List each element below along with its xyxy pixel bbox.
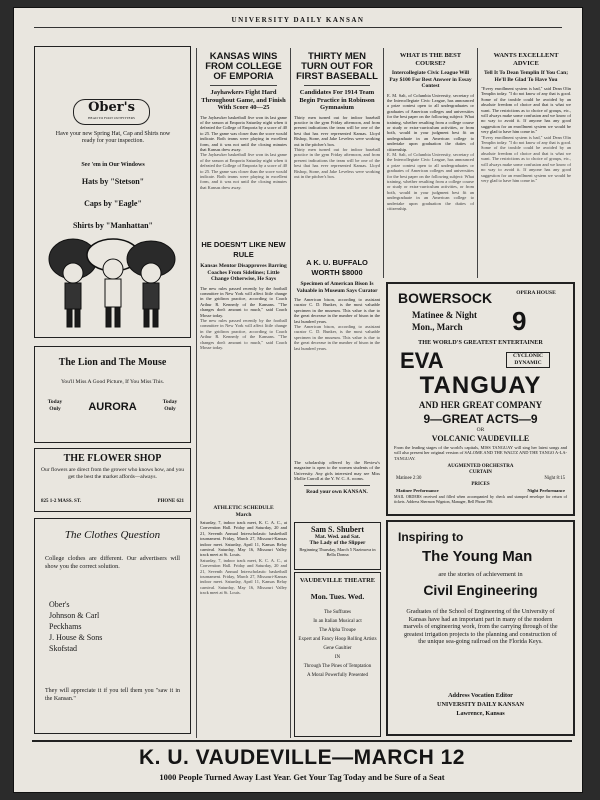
- obers-logo: [73, 99, 150, 125]
- bowersock-orchestra: AUGMENTED ORCHESTRA: [447, 464, 514, 469]
- clothes-title: The Clothes Question: [64, 529, 161, 541]
- lion-mouse-ad: [34, 346, 191, 443]
- athletic-schedule: [200, 505, 287, 737]
- kansas-deck: Jayhawkers Fight Hard Throughout Game, and Finish With Score 40—25: [201, 89, 286, 111]
- night-time: Night 8:15: [544, 476, 565, 481]
- read-kansan: Read your own KANSAN.: [306, 488, 368, 495]
- children-illustration: [45, 237, 180, 332]
- kansas-body: The Jayhawker basketball five won its last game of the season at Emporia Saturday night when it defeated the College of Emporia by a score of 40 to 25. The game was closer than the score would indicate. Both teams were playing in excellent form, and it was not until the closing minutes that Kansas drew away.: [200, 114, 287, 152]
- course-article: [387, 52, 474, 278]
- course-body-continued: E. M. Salt, of Columbia University, secretary of the Intercollegiate Civic League, has announced a prize contest open to all undergraduates or graduates of American colleges and universities for the best paper on the following subject: What training, whether resulting from a college course or study or extra-curriculum activities, or from both, would in your judgment best fit an undergraduate in an American college to undertake upon graduation the duties of citizenship.: [387, 151, 474, 212]
- bowersock-opera: OPERA HOUSE: [516, 290, 556, 296]
- column-rule: [383, 48, 384, 278]
- badge-cyclonic: CYCLONIC: [513, 353, 543, 359]
- buffalo-body-continued: The American bison, according to assistant curator C. D. Bunker, is the most valuable specimen in the museum. This value is due to the great decrease in the number of bison in the last hundred years.: [294, 324, 380, 351]
- buffalo-deck: Specimen of American Bison Is Valuable in Museum Says Curator: [296, 281, 378, 294]
- lion-today-right: Today Only: [162, 399, 178, 412]
- athletic-sub: March: [235, 511, 252, 518]
- athletic-body-continued: Saturday, 7, indoor track meet, K. C. A. C., at Convention Hall. Friday and Saturday, 20 and 21, Seventh Annual Interscholastic basketball tournament. Friday, March 27, Missouri-Kansas indoor meet. Saturday, April 11, Kansas Relay carnival. Saturday, May 16, Missouri Valley track meet at St. Louis.: [200, 557, 287, 596]
- obers-ad: [34, 46, 191, 338]
- lion-theater: AURORA: [88, 401, 137, 413]
- flower-body: Our flowers are direct from the grower who knows how, and you get the best the market affords—always.: [41, 467, 184, 480]
- bowersock-day: Mon., March: [412, 322, 463, 332]
- shubert-line1: Sam S. Shubert: [310, 525, 365, 534]
- act-item: The Alpha Troupe: [319, 628, 356, 633]
- night-prices: Night Performance: [527, 488, 565, 493]
- bowersock-name: BOWERSOCK: [398, 290, 493, 306]
- vaudeville-banner: [32, 740, 572, 786]
- bowersock-or: OR: [476, 427, 485, 433]
- vaudeville-theatre-title: VAUDEVILLE THEATRE: [299, 577, 376, 584]
- lion-today-left: Today Only: [47, 399, 63, 412]
- kansas-body-continued: The Jayhawker basketball five won its last game of the season at Emporia Saturday night when it defeated the College of Emporia by a score of 40 to 25. The game was closer than the score would indicate. Both teams were playing in excellent form, and it was not until the closing minutes that Kansas drew away.: [200, 152, 287, 190]
- star-last: TANGUAY: [419, 372, 542, 399]
- inspiring-addr2: UNIVERSITY DAILY KANSAN: [437, 701, 524, 708]
- baseball-headline: THIRTY MEN TURN OUT FOR FIRST BASEBALL: [296, 52, 378, 82]
- course-headline: WHAT IS THE BEST COURSE?: [399, 52, 462, 67]
- act-item: Through The Pines of Temptation: [303, 664, 372, 669]
- flower-title: THE FLOWER SHOP: [63, 453, 162, 464]
- banner-sub: 1000 People Turned Away Last Year. Get Your Tag Today and be Sure of a Seat: [159, 772, 445, 782]
- clothes-list-item: J. House & Sons: [49, 633, 103, 642]
- bowersock-volcanic: VOLCANIC VAUDEVILLE: [431, 434, 530, 443]
- flower-phone: PHONE 621: [157, 499, 184, 504]
- act-item: Expert and Fancy Hoop Rolling Artists: [298, 637, 377, 642]
- column-rule: [290, 48, 291, 738]
- baseball-deck: Candidates For 1914 Team Begin Practice in Robinson Gymnasium: [299, 89, 375, 111]
- inspiring-line1: Inspiring to: [398, 530, 464, 544]
- inspiring-addr1: Address Vocation Editor: [448, 692, 513, 699]
- obers-caps: Caps by "Eagle": [84, 199, 142, 208]
- clothes-list: [49, 599, 179, 654]
- buffalo-body: The American bison, according to assistant curator C. D. Bunker, is the most valuable specimen in the museum. This value is due to the great decrease in the number of bison in the last hundred years.: [294, 297, 380, 324]
- lion-sub: You'll Miss A Good Picture, If You Miss This.: [60, 379, 165, 385]
- clothes-list-item: Peckhams: [49, 622, 82, 631]
- shubert-line4: Beginning Thursday, March 5 Nazimova in Bella Donna: [299, 546, 376, 557]
- new-rule-body: The new rules passed recently by the football committee in New York will affect little change in the gridiron practice, according to Coach Arthur R. Kennedy of the Kansans. "The changes don't amount to much," said Coach Mosse today.: [200, 285, 287, 318]
- masthead-rule: [34, 27, 562, 28]
- flower-shop-ad: [34, 448, 191, 512]
- act-item: A Moral Powerfully Presented: [307, 673, 368, 678]
- shubert-ad: [294, 522, 381, 570]
- shubert-line3: The Lady of the Slipper: [309, 540, 366, 546]
- course-body: E. M. Salt, of Columbia University, secretary of the Intercollegiate Civic League, has announced a prize contest open to all undergraduates or graduates of American colleges and universities for the best paper on the following subject: What training, whether resulting from a college course or study or extra-curriculum activities, or from both, would in your judgment best fit an undergraduate in an American college to undertake upon graduation the duties of citizenship.: [387, 92, 474, 152]
- new-rule-headline: HE DOESN'T LIKE NEW RULE: [201, 240, 286, 259]
- baseball-body-continued: Thirty men turned out for indoor baseball practice in the gym Friday afternoon, and from present indications the team will be one of the best that has ever represented Kansas. Lloyd Bishop, Stone, and Jake Leveless were working out in the pitcher's box.: [294, 146, 380, 179]
- masthead: UNIVERSITY DAILY KANSAN: [231, 16, 365, 24]
- vaudeville-theatre-ad: [294, 572, 381, 737]
- act-item: In an Italian Musical act: [313, 619, 362, 624]
- bowersock-prices: PRICES: [471, 482, 490, 487]
- clothes-list-item: Skofstad: [49, 644, 77, 653]
- bowersock-company: AND HER GREAT COMPANY: [418, 400, 543, 410]
- kansas-wins-article: [200, 52, 287, 238]
- bowersock-tagline: THE WORLD'S GREATEST ENTERTAINER: [418, 339, 543, 346]
- matinee-time: Matinee 2:30: [396, 476, 422, 481]
- kansas-headline: KANSAS WINS FROM COLLEGE OF EMPORIA: [205, 52, 282, 82]
- civil-engineering-ad: [386, 520, 575, 736]
- obers-hats: Hats by "Stetson": [81, 177, 145, 186]
- rule: [304, 85, 370, 86]
- shubert-line2: Mat. Wed. and Sat.: [314, 533, 361, 540]
- obers-see: See 'em in Our Windows: [81, 162, 145, 168]
- athletic-title: ATHLETIC SCHEDULE: [213, 505, 274, 511]
- banner-title: K. U. VAUDEVILLE—MARCH 12: [139, 746, 465, 769]
- bowersock-ad: [386, 282, 575, 516]
- bowersock-date: 9: [512, 306, 527, 336]
- newspaper-page: [14, 8, 582, 792]
- badge-dynamic: DYNAMIC: [514, 360, 542, 366]
- clothes-question-ad: [34, 518, 191, 734]
- course-deck: Intercollegiate Civic League Will Pay $100 For Best Answer in Essay Contest: [389, 70, 472, 89]
- bowersock-mail: MAIL ORDERS received and filled when accompanied by check and stamped envelope for return of tickets. Address Shermon Wignton, Manager, Bell Phone 396.: [394, 494, 567, 504]
- vaudeville-theatre-day: Mon. Tues. Wed.: [310, 591, 365, 601]
- inspiring-line2: The Young Man: [422, 548, 533, 565]
- star-first: EVA: [400, 348, 444, 373]
- baseball-body: Thirty men turned out for indoor baseball practice in the gym Friday afternoon, and from present indications the team will be one of the best that has ever represented Kansas. Lloyd Bishop, Stone, and Jake Leveless were working out in the pitcher's box.: [294, 114, 380, 147]
- rule: [304, 485, 370, 486]
- act-item: Gene Gaultier: [323, 646, 352, 651]
- athletic-body: Saturday, 7, indoor track meet, K. C. A. C., at Convention Hall. Friday and Saturday, 20 and 21, Seventh Annual Interscholastic basketball tournament. Friday, March 27, Missouri-Kansas indoor meet. Saturday, April 11, Kansas Relay carnival. Saturday, May 16, Missouri Valley track meet at St. Louis.: [200, 520, 287, 558]
- rule: [210, 85, 277, 86]
- bowersock-curtain: CURTAIN: [469, 470, 492, 475]
- vaudeville-acts: [295, 608, 380, 680]
- scholarship-body: The scholarship offered by the Review's magazine is open to the women students of the University. Any girls interested may see Miss Mollie Carroll at the Y. W. C. A. rooms.: [294, 460, 380, 482]
- wants-body-continued: "Every enrollment system is bad," said Dean Olin Templin today. "I do not know of any that is good. Some of the trouble could be avoided by an absolute freedom of choice and that is what we want. The restrictions as to choice of groups, etc., will always make some confusion and we know of no way to avoid it. If anyone has any good suggestion for an enrollment system we would be very glad to have him come in.": [481, 134, 571, 183]
- buffalo-headline: A K. U. BUFFALO WORTH $8000: [306, 258, 368, 277]
- bowersock-desc: From the leading stages of the world's capitals, MISS TANGUAY will sing her latest songs and will also present her original version of SALOME AND THE WALTZ AND THE TANGO A-LA-TANGUAY.: [394, 445, 567, 461]
- inspiring-body: Graduates of the School of Engineering of the University of Kansas have had an important part in many of the modern marvels of engineering work, from the carrying through of the greatest irrigation projects to the planning and construction of the unique sea-going railroad on the Florida Keys.: [403, 608, 558, 646]
- inspiring-addr3: Lawrence, Kansas: [456, 710, 505, 717]
- act-item: IN: [334, 655, 341, 660]
- wants-headline: WANTS EXCELLENT ADVICE: [493, 52, 559, 67]
- column-rule: [196, 48, 197, 738]
- obers-logo-tagline: HEAD TO FOOT OUTFITTERS: [88, 116, 135, 120]
- clothes-list-item: Johnson & Carl: [49, 611, 100, 620]
- act-item: The Suffrates: [324, 610, 351, 615]
- cyclonic-badge: [506, 352, 550, 368]
- baseball-article: [294, 52, 380, 256]
- wants-deck: Tell It To Dean Templin If You Can; He'll Be Glad To Have You: [483, 70, 569, 83]
- lion-title: The Lion and The Mouse: [58, 357, 167, 368]
- scholarship-item: [294, 460, 380, 518]
- wants-body: "Every enrollment system is bad," said Dean Olin Templin today. "I do not know of any that is good. Some of the trouble could be avoided by an absolute freedom of choice and that is what we want. The restrictions as to choice of groups, etc., will always make some confusion and we know of no way to avoid it. If anyone has any good suggestion for an enrollment system we would be very glad to have him come in.": [481, 86, 571, 135]
- clothes-list-item: Ober's: [49, 600, 70, 609]
- bowersock-acts: 9—GREAT ACTS—9: [423, 412, 538, 426]
- obers-logo-text: Ober's: [88, 100, 135, 115]
- clothes-footer: They will appreciate it if you tell them you "saw it in the Kansan.": [45, 688, 180, 702]
- clothes-body: College clothes are different. Our advertisers will show you the correct solution.: [45, 555, 180, 570]
- obers-shirts: Shirts by "Manhattan": [72, 221, 153, 230]
- flower-address: 825 1-2 MASS. ST.: [41, 499, 82, 504]
- new-rule-body-continued: The new rules passed recently by the football committee in New York will affect little change in the gridiron practice, according to Coach Arthur R. Kennedy of the Kansans. "The changes don't amount to much," said Coach Mosse today.: [200, 317, 287, 350]
- matinee-prices: Matinee Performance: [396, 488, 439, 493]
- inspiring-line4: Civil Engineering: [423, 582, 538, 598]
- new-rule-deck: Kansas Mentor Disapproves Barring Coaches From Sidelines; Little Change Otherwise, He Says: [200, 263, 287, 282]
- wants-article: [481, 52, 571, 278]
- obers-intro: Have your new Spring Hat, Cap and Shirts now ready for your inspection.: [55, 131, 171, 145]
- new-rule-article: [200, 240, 287, 502]
- column-rule: [477, 48, 478, 278]
- buffalo-article: [294, 258, 380, 458]
- inspiring-line3: are the stories of achievement in: [438, 571, 523, 578]
- bowersock-matinee: Matinee & Night: [412, 310, 477, 320]
